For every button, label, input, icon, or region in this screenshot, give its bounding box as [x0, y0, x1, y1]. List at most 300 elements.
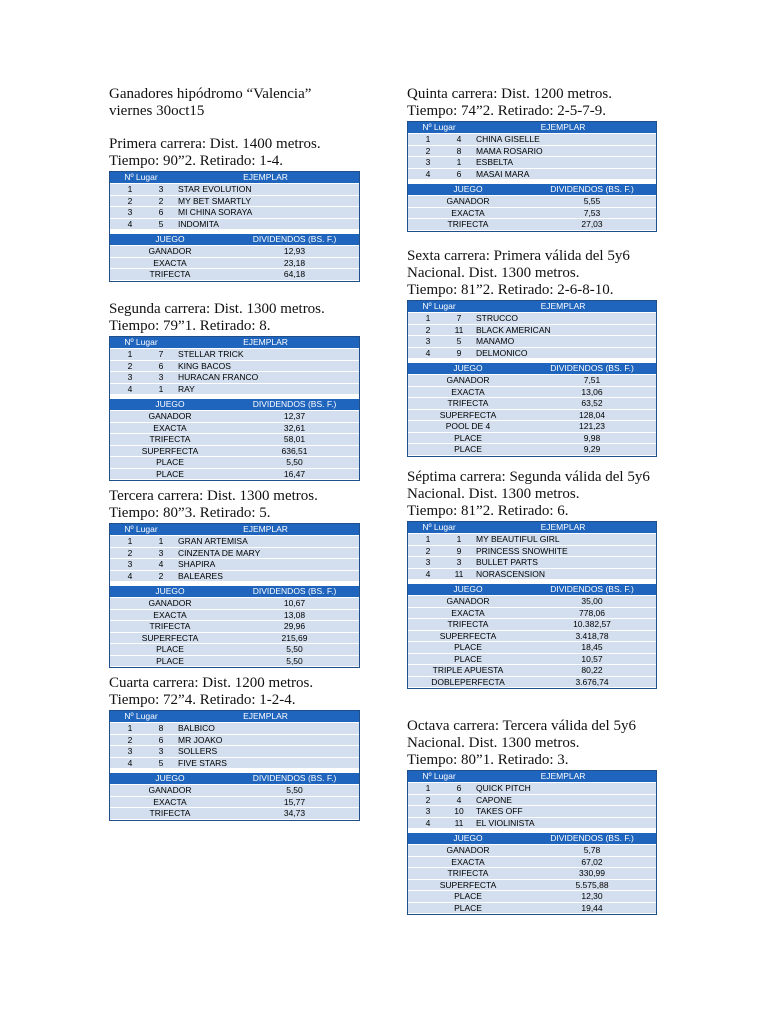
- runner-number: 3: [158, 547, 164, 558]
- title-line: viernes 30oct15: [109, 103, 205, 119]
- race-heading-line: Tiempo: 79”1. Retirado: 8.: [109, 318, 271, 334]
- dividend-row: [408, 421, 656, 433]
- dividend-row: [408, 903, 656, 915]
- dividend-value: 15,77: [283, 796, 306, 807]
- race-heading-line: Tercera carrera: Dist. 1300 metros.: [109, 488, 318, 504]
- runner-position: 2: [127, 734, 133, 745]
- race-heading: [109, 301, 360, 335]
- dividends-header: [110, 773, 359, 785]
- dividend-value: 5,55: [583, 196, 601, 206]
- dividend-value: 12,37: [283, 411, 306, 421]
- runner-row: [408, 348, 656, 360]
- runners-header: [408, 522, 656, 534]
- ejemplar-header: EJEMPLAR: [243, 337, 288, 347]
- lugar-header: Nº Lugar: [422, 522, 456, 532]
- runner-number: 6: [456, 168, 462, 179]
- race-heading: [109, 136, 360, 170]
- dividend-value: 10.382,57: [573, 619, 611, 629]
- runner-position: 1: [425, 783, 431, 793]
- race-heading-line: Tiempo: 80”3. Retirado: 5.: [109, 505, 271, 521]
- runner-position: 2: [425, 324, 431, 335]
- dividend-value: 16,47: [283, 468, 306, 479]
- runner-position: 4: [127, 570, 133, 581]
- runner-row: [110, 349, 359, 361]
- runner-name: MI CHINA SORAYA: [178, 207, 253, 217]
- runner-number: 4: [158, 559, 164, 569]
- game-name: EXACTA: [451, 386, 485, 397]
- game-name: TRIFECTA: [149, 621, 191, 631]
- race-heading-line: Séptima carrera: Segunda válida del 5y6: [407, 469, 650, 485]
- runners-header: [408, 771, 656, 783]
- runner-number: 4: [456, 794, 462, 805]
- dividend-value: 5,50: [286, 457, 303, 467]
- dividend-row: [408, 845, 656, 857]
- dividend-value: 9,98: [583, 432, 601, 443]
- ejemplar-header: EJEMPLAR: [243, 711, 288, 721]
- game-name: PLACE: [454, 444, 482, 454]
- results-table: [407, 300, 657, 457]
- runner-name: BALBICO: [178, 723, 215, 733]
- results-table: [109, 710, 360, 821]
- runner-name: CHINA GISELLE: [476, 134, 540, 144]
- game-name: PLACE: [156, 468, 184, 479]
- runner-position: 3: [425, 157, 431, 167]
- runner-position: 4: [425, 347, 431, 358]
- runner-name: DELMONICO: [476, 347, 528, 358]
- runner-number: 9: [456, 545, 462, 556]
- runner-name: FIVE STARS: [178, 757, 227, 768]
- runner-position: 4: [425, 817, 431, 828]
- game-name: DOBLEPERFECTA: [431, 676, 505, 687]
- runner-number: 5: [456, 336, 462, 346]
- ejemplar-header: EJEMPLAR: [540, 771, 586, 781]
- dividends-header: [408, 363, 656, 375]
- runner-number: 1: [456, 534, 462, 544]
- runner-row: [110, 548, 359, 560]
- runner-name: BALEARES: [178, 570, 223, 581]
- results-table: [407, 121, 657, 232]
- runner-number: 11: [454, 568, 464, 579]
- game-name: PLACE: [156, 655, 184, 666]
- game-name: TRIFECTA: [149, 269, 191, 279]
- race-heading-line: Tiempo: 72”4. Retirado: 1-2-4.: [109, 692, 296, 708]
- runner-name: MR JOAKO: [178, 734, 223, 745]
- runner-position: 2: [127, 195, 133, 206]
- lugar-header: Nº Lugar: [124, 711, 158, 721]
- dividend-row: [408, 398, 656, 410]
- game-name: SUPERFECTA: [141, 632, 199, 643]
- runner-row: [110, 723, 359, 735]
- runner-number: 3: [158, 372, 164, 382]
- dividendos-header: DIVIDENDOS (BS. F.): [252, 234, 337, 244]
- game-name: POOL DE 4: [445, 421, 491, 431]
- runner-number: 2: [158, 195, 164, 206]
- runner-position: 1: [127, 723, 133, 733]
- ejemplar-header: EJEMPLAR: [540, 522, 586, 532]
- race-heading-line: Sexta carrera: Primera válida del 5y6: [407, 248, 630, 264]
- lugar-header: Nº Lugar: [422, 301, 456, 311]
- race-heading-line: Tiempo: 74”2. Retirado: 2-5-7-9.: [407, 103, 607, 119]
- game-name: PLACE: [156, 644, 184, 654]
- runner-name: CAPONE: [476, 794, 512, 805]
- dividend-row: [408, 654, 656, 666]
- runner-name: MASAI MARA: [476, 168, 530, 179]
- dividend-row: [110, 258, 359, 270]
- dividend-row: [408, 608, 656, 620]
- race-block: [407, 469, 657, 689]
- dividend-row: [408, 891, 656, 903]
- dividend-value: 12,93: [283, 246, 306, 256]
- game-name: TRIFECTA: [149, 434, 191, 444]
- runner-row: [408, 325, 656, 337]
- game-name: TRIFECTA: [447, 398, 489, 408]
- dividendos-header: DIVIDENDOS (BS. F.): [550, 833, 634, 843]
- runner-position: 1: [127, 184, 133, 194]
- runner-position: 2: [127, 360, 133, 371]
- dividends-header: [110, 586, 359, 598]
- runner-position: 3: [127, 746, 133, 756]
- dividend-value: 636,51: [281, 445, 308, 456]
- runner-number: 5: [158, 218, 164, 229]
- dividends-header: [408, 833, 656, 845]
- runner-row: [110, 184, 359, 196]
- runner-number: 6: [456, 783, 462, 793]
- runner-position: 1: [127, 536, 133, 546]
- runner-number: 8: [456, 145, 462, 156]
- juego-header: JUEGO: [155, 399, 185, 409]
- dividend-row: [408, 375, 656, 387]
- ejemplar-header: EJEMPLAR: [540, 301, 586, 311]
- race-heading: [407, 718, 657, 769]
- dividend-value: 778,06: [579, 607, 605, 618]
- race-block: [109, 675, 360, 821]
- game-name: EXACTA: [451, 607, 485, 618]
- race-heading-line: Cuarta carrera: Dist. 1200 metros.: [109, 675, 314, 691]
- runner-name: CINZENTA DE MARY: [178, 547, 261, 558]
- document-title: [109, 86, 311, 120]
- runner-position: 1: [425, 134, 431, 144]
- dividend-row: [408, 410, 656, 422]
- runner-name: SOLLERS: [178, 746, 218, 756]
- runner-row: [110, 207, 359, 219]
- dividend-row: [110, 457, 359, 469]
- runner-name: MANAMO: [476, 336, 515, 346]
- runner-row: [408, 146, 656, 158]
- race-block: [407, 86, 657, 232]
- dividend-value: 5,50: [286, 644, 303, 654]
- runner-number: 3: [456, 557, 462, 567]
- runners-header: [110, 711, 359, 723]
- results-table: [109, 523, 360, 668]
- game-name: PLACE: [156, 457, 184, 467]
- runners-header: [408, 122, 656, 134]
- runner-row: [408, 806, 656, 818]
- dividends-header: [408, 584, 656, 596]
- race-block: [109, 301, 360, 481]
- results-table: [407, 770, 657, 915]
- game-name: SUPERFECTA: [439, 879, 497, 890]
- game-name: GANADOR: [148, 246, 192, 256]
- runner-position: 3: [425, 806, 431, 816]
- runner-row: [110, 571, 359, 583]
- dividend-row: [408, 868, 656, 880]
- dividend-row: [110, 269, 359, 281]
- dividend-value: 80,22: [581, 665, 603, 675]
- dividend-value: 13,08: [283, 609, 306, 620]
- runner-name: MAMA ROSARIO: [476, 145, 543, 156]
- dividendos-header: DIVIDENDOS (BS. F.): [252, 399, 337, 409]
- lugar-header: Nº Lugar: [124, 337, 158, 347]
- juego-header: JUEGO: [155, 234, 185, 244]
- dividend-row: [110, 656, 359, 668]
- runner-number: 1: [456, 157, 462, 167]
- runner-row: [110, 536, 359, 548]
- runner-name: STELLAR TRICK: [178, 349, 244, 359]
- race-block: [407, 718, 657, 915]
- runners-header: [408, 301, 656, 313]
- dividend-value: 67,02: [581, 856, 603, 867]
- runner-position: 1: [425, 313, 431, 323]
- game-name: TRIPLE APUESTA: [432, 665, 504, 675]
- runner-number: 6: [158, 734, 164, 745]
- dividend-row: [408, 857, 656, 869]
- ejemplar-header: EJEMPLAR: [243, 524, 288, 534]
- dividend-value: 23,18: [283, 257, 306, 268]
- game-name: TRIFECTA: [447, 219, 489, 229]
- runner-number: 4: [456, 134, 462, 144]
- dividend-row: [408, 596, 656, 608]
- runner-number: 2: [158, 570, 164, 581]
- runner-number: 10: [454, 806, 464, 816]
- race-heading: [407, 469, 657, 520]
- runner-name: STAR EVOLUTION: [178, 184, 252, 194]
- dividend-row: [408, 619, 656, 631]
- dividend-row: [408, 196, 656, 208]
- runner-position: 3: [127, 559, 133, 569]
- dividend-row: [408, 665, 656, 677]
- race-heading-line: Tiempo: 81”2. Retirado: 6.: [407, 503, 569, 519]
- runner-row: [408, 336, 656, 348]
- dividend-row: [110, 598, 359, 610]
- runner-number: 6: [158, 360, 164, 371]
- race-heading-line: Octava carrera: Tercera válida del 5y6: [407, 718, 636, 734]
- runner-number: 6: [158, 207, 164, 217]
- runner-position: 2: [127, 547, 133, 558]
- runner-position: 1: [127, 349, 133, 359]
- game-name: TRIFECTA: [447, 868, 489, 878]
- runner-number: 11: [454, 324, 464, 335]
- runner-name: ESBELTA: [476, 157, 514, 167]
- race-heading-line: Quinta carrera: Dist. 1200 metros.: [407, 86, 612, 102]
- runner-row: [408, 546, 656, 558]
- game-name: PLACE: [454, 642, 482, 652]
- dividend-row: [110, 246, 359, 258]
- runner-row: [408, 157, 656, 169]
- runner-row: [110, 384, 359, 396]
- dividend-value: 64,18: [283, 269, 306, 279]
- juego-header: JUEGO: [453, 833, 483, 843]
- race-heading-line: Tiempo: 90”2. Retirado: 1-4.: [109, 153, 284, 169]
- game-name: SUPERFECTA: [141, 445, 199, 456]
- dividend-row: [408, 387, 656, 399]
- dividend-value: 29,96: [283, 621, 306, 631]
- race-heading: [407, 248, 657, 299]
- dividends-header: [408, 184, 656, 196]
- dividend-value: 5.575,88: [575, 879, 609, 890]
- dividend-value: 12,30: [581, 891, 603, 901]
- runner-number: 5: [158, 757, 164, 768]
- race-heading: [109, 488, 360, 522]
- runner-position: 4: [425, 568, 431, 579]
- runner-number: 1: [158, 536, 164, 546]
- dividendos-header: DIVIDENDOS (BS. F.): [550, 363, 634, 373]
- dividend-value: 10,57: [581, 653, 603, 664]
- dividend-row: [110, 411, 359, 423]
- dividendos-header: DIVIDENDOS (BS. F.): [252, 773, 337, 783]
- game-name: SUPERFECTA: [439, 630, 497, 641]
- runner-position: 4: [127, 757, 133, 768]
- runner-row: [408, 557, 656, 569]
- dividendos-header: DIVIDENDOS (BS. F.): [550, 584, 634, 594]
- runner-row: [110, 735, 359, 747]
- game-name: TRIFECTA: [149, 808, 191, 818]
- ejemplar-header: EJEMPLAR: [540, 122, 586, 132]
- runner-row: [110, 361, 359, 373]
- game-name: PLACE: [454, 653, 482, 664]
- runner-name: SHAPIRA: [178, 559, 216, 569]
- dividend-value: 215,69: [281, 632, 308, 643]
- dividend-row: [110, 808, 359, 820]
- runner-row: [408, 795, 656, 807]
- runner-position: 2: [425, 794, 431, 805]
- runner-number: 11: [454, 817, 464, 828]
- runner-number: 7: [456, 313, 462, 323]
- game-name: GANADOR: [148, 785, 192, 795]
- game-name: EXACTA: [153, 796, 187, 807]
- runner-row: [110, 372, 359, 384]
- race-heading-line: Primera carrera: Dist. 1400 metros.: [109, 136, 321, 152]
- dividend-value: 9,29: [583, 444, 601, 454]
- race-heading-line: Tiempo: 80”1. Retirado: 3.: [407, 752, 569, 768]
- dividend-value: 32,61: [283, 422, 306, 433]
- dividend-value: 5,78: [583, 845, 601, 855]
- dividend-value: 7,53: [583, 207, 601, 218]
- dividend-row: [408, 219, 656, 231]
- game-name: GANADOR: [446, 196, 490, 206]
- runner-number: 8: [158, 723, 164, 733]
- runners-header: [110, 172, 359, 184]
- runner-row: [408, 534, 656, 546]
- dividends-header: [110, 234, 359, 246]
- lugar-header: Nº Lugar: [124, 524, 158, 534]
- runner-position: 4: [127, 383, 133, 394]
- dividend-row: [408, 880, 656, 892]
- dividend-value: 13,06: [581, 386, 603, 397]
- runner-row: [408, 169, 656, 181]
- runner-name: BULLET PARTS: [476, 557, 538, 567]
- dividend-row: [110, 469, 359, 481]
- runner-row: [110, 758, 359, 770]
- dividend-row: [408, 208, 656, 220]
- race-block: [109, 136, 360, 282]
- runner-row: [408, 313, 656, 325]
- juego-header: JUEGO: [155, 773, 185, 783]
- runner-row: [408, 569, 656, 581]
- runners-header: [110, 524, 359, 536]
- juego-header: JUEGO: [453, 584, 483, 594]
- runner-row: [110, 219, 359, 231]
- dividend-row: [110, 610, 359, 622]
- runner-position: 3: [425, 336, 431, 346]
- dividend-row: [110, 785, 359, 797]
- dividend-value: 5,50: [286, 655, 303, 666]
- dividend-value: 121,23: [579, 421, 605, 431]
- dividend-value: 330,99: [579, 868, 605, 878]
- runner-row: [408, 134, 656, 146]
- runner-name: BLACK AMERICAN: [476, 324, 551, 335]
- game-name: PLACE: [454, 432, 482, 443]
- runner-row: [110, 746, 359, 758]
- results-table: [109, 171, 360, 282]
- runner-name: TAKES OFF: [476, 806, 523, 816]
- game-name: PLACE: [454, 902, 482, 913]
- game-name: GANADOR: [446, 596, 490, 606]
- dividend-row: [110, 423, 359, 435]
- runner-number: 9: [456, 347, 462, 358]
- race-heading-line: Nacional. Dist. 1300 metros.: [407, 735, 580, 751]
- runner-position: 4: [425, 168, 431, 179]
- dividend-value: 63,52: [581, 398, 603, 408]
- runner-name: QUICK PITCH: [476, 783, 531, 793]
- dividend-value: 19,44: [581, 902, 603, 913]
- dividend-value: 3.418,78: [575, 630, 609, 641]
- dividend-row: [110, 633, 359, 645]
- dividends-header: [110, 399, 359, 411]
- runner-name: INDOMITA: [178, 218, 219, 229]
- game-name: GANADOR: [446, 375, 490, 385]
- runner-name: PRINCESS SNOWHITE: [476, 545, 568, 556]
- dividend-row: [110, 644, 359, 656]
- runner-position: 3: [425, 557, 431, 567]
- ejemplar-header: EJEMPLAR: [243, 172, 288, 182]
- dividend-row: [110, 621, 359, 633]
- dividend-row: [408, 642, 656, 654]
- dividend-value: 10,67: [283, 598, 306, 608]
- runner-position: 3: [127, 372, 133, 382]
- game-name: GANADOR: [148, 598, 192, 608]
- race-heading: [109, 675, 360, 709]
- runner-name: KING BACOS: [178, 360, 231, 371]
- race-heading-line: Segunda carrera: Dist. 1300 metros.: [109, 301, 325, 317]
- juego-header: JUEGO: [453, 184, 483, 194]
- game-name: GANADOR: [446, 845, 490, 855]
- dividend-row: [408, 433, 656, 445]
- race-heading-line: Nacional. Dist. 1300 metros.: [407, 265, 580, 281]
- dividend-row: [110, 434, 359, 446]
- runner-name: MY BEAUTIFUL GIRL: [476, 534, 560, 544]
- dividend-row: [110, 797, 359, 809]
- dividend-value: 128,04: [579, 409, 605, 420]
- game-name: EXACTA: [153, 422, 187, 433]
- runner-name: NORASCENSION: [476, 568, 545, 579]
- game-name: EXACTA: [153, 257, 187, 268]
- runner-number: 1: [158, 383, 164, 394]
- title-line: Ganadores hipódromo “Valencia”: [109, 86, 312, 102]
- runner-position: 2: [425, 545, 431, 556]
- lugar-header: Nº Lugar: [422, 122, 456, 132]
- runner-position: 4: [127, 218, 133, 229]
- runner-name: HURACAN FRANCO: [178, 372, 259, 382]
